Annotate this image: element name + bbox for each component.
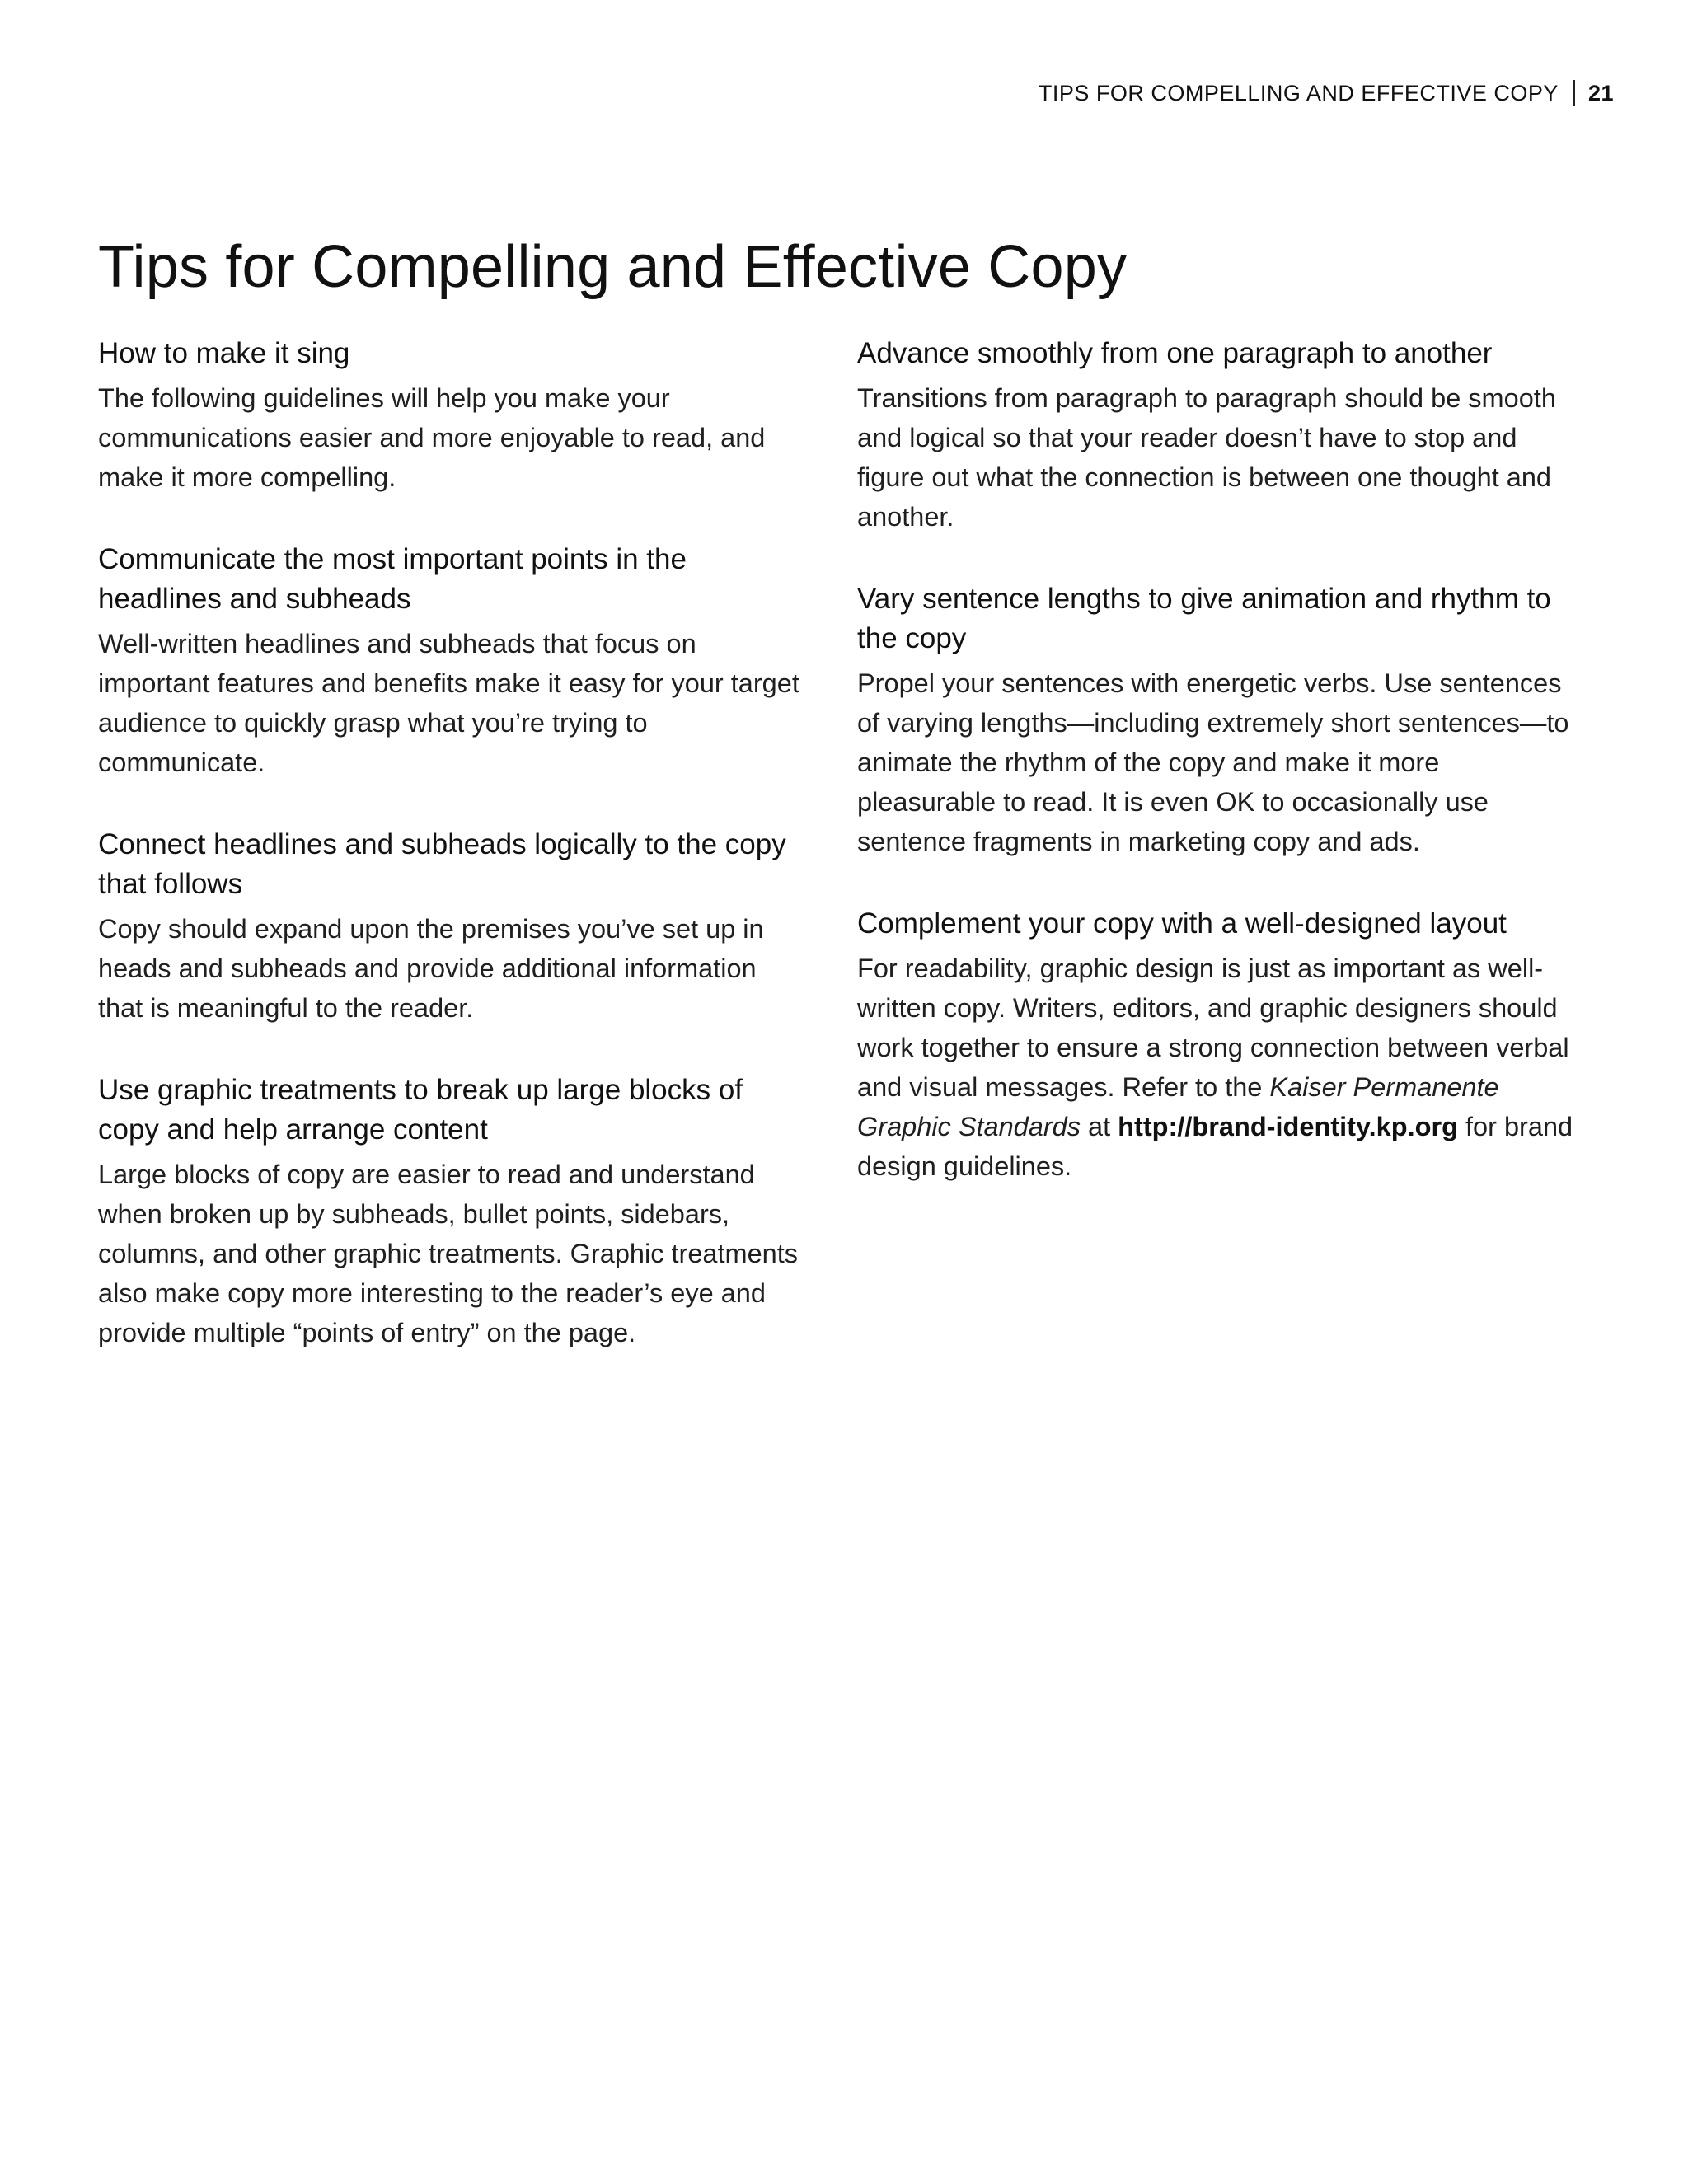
section-communicate-important-points <box>98 540 807 782</box>
section-heading: Complement your copy with a well-designed layout <box>857 907 1507 940</box>
body-text: For readability, graphic design is just as important as well-written copy. Writers, editors, and graphic designers should work together to ensure a strong connection between verbal and visual messages. Refer to the <box>857 954 1569 1102</box>
section-body <box>857 949 1582 1186</box>
section-heading: How to make it sing <box>98 337 350 369</box>
section-how-to-make-it-sing <box>98 334 807 497</box>
section-body: The following guidelines will help you make your communications easier and more enjoyable to read, and make it more compelling. <box>98 383 766 492</box>
section-heading: Communicate the most important points in the headlines and subheads <box>98 543 687 615</box>
section-body: Copy should expand upon the premises you’ve set up in heads and subheads and provide additional information that is meaningful to the reader. <box>98 914 764 1023</box>
section-heading: Use graphic treatments to break up large blocks of copy and help arrange content <box>98 1074 743 1146</box>
section-body: Transitions from paragraph to paragraph should be smooth and logical so that your reader doesn’t have to stop and figure out what the connection is between one thought and another. <box>857 383 1556 532</box>
body-text: for brand design guidelines. <box>857 1112 1573 1181</box>
page-number: 21 <box>1587 80 1614 105</box>
page-title: Tips for Compelling and Effective Copy <box>98 234 1128 300</box>
brand-identity-url: http://brand-identity.kp.org <box>1118 1112 1458 1141</box>
running-header <box>1039 80 1614 106</box>
section-body: Well-written headlines and subheads that focus on important features and benefits make it easy for your target audience to quickly grasp what you’re trying to communicate. <box>98 629 799 777</box>
section-vary-sentence-lengths <box>857 579 1582 861</box>
graphic-standards-title: Kaiser Permanente Graphic Standards <box>857 1072 1499 1141</box>
section-connect-headlines <box>98 825 807 1028</box>
header-divider <box>1573 80 1575 106</box>
section-body: Large blocks of copy are easier to read and understand when broken up by subheads, bullet points, sidebars, columns, and other graphic treatments. Graphic treatments also make copy more interesting to the reader’s eye and provide multiple “points of entry” on the page. <box>98 1160 799 1347</box>
section-body: Propel your sentences with energetic verbs. Use sentences of varying lengths—including extremely short sentences—to animate the rhythm of the copy and make it more pleasurable to read. It is even OK to occasionally use sentence fragments in marketing copy and ads. <box>857 668 1569 856</box>
body-text: at <box>1080 1112 1118 1141</box>
left-column <box>98 334 807 1352</box>
section-heading: Connect headlines and subheads logically to the copy that follows <box>98 828 786 900</box>
running-header-title: TIPS FOR COMPELLING AND EFFECTIVE COPY <box>1038 80 1559 105</box>
section-complement-layout <box>857 904 1582 1186</box>
section-graphic-treatments <box>98 1071 807 1352</box>
right-column <box>857 334 1582 1186</box>
section-advance-smoothly <box>857 334 1582 537</box>
section-heading: Advance smoothly from one paragraph to another <box>857 337 1493 369</box>
section-heading: Vary sentence lengths to give animation and rhythm to the copy <box>857 583 1551 654</box>
